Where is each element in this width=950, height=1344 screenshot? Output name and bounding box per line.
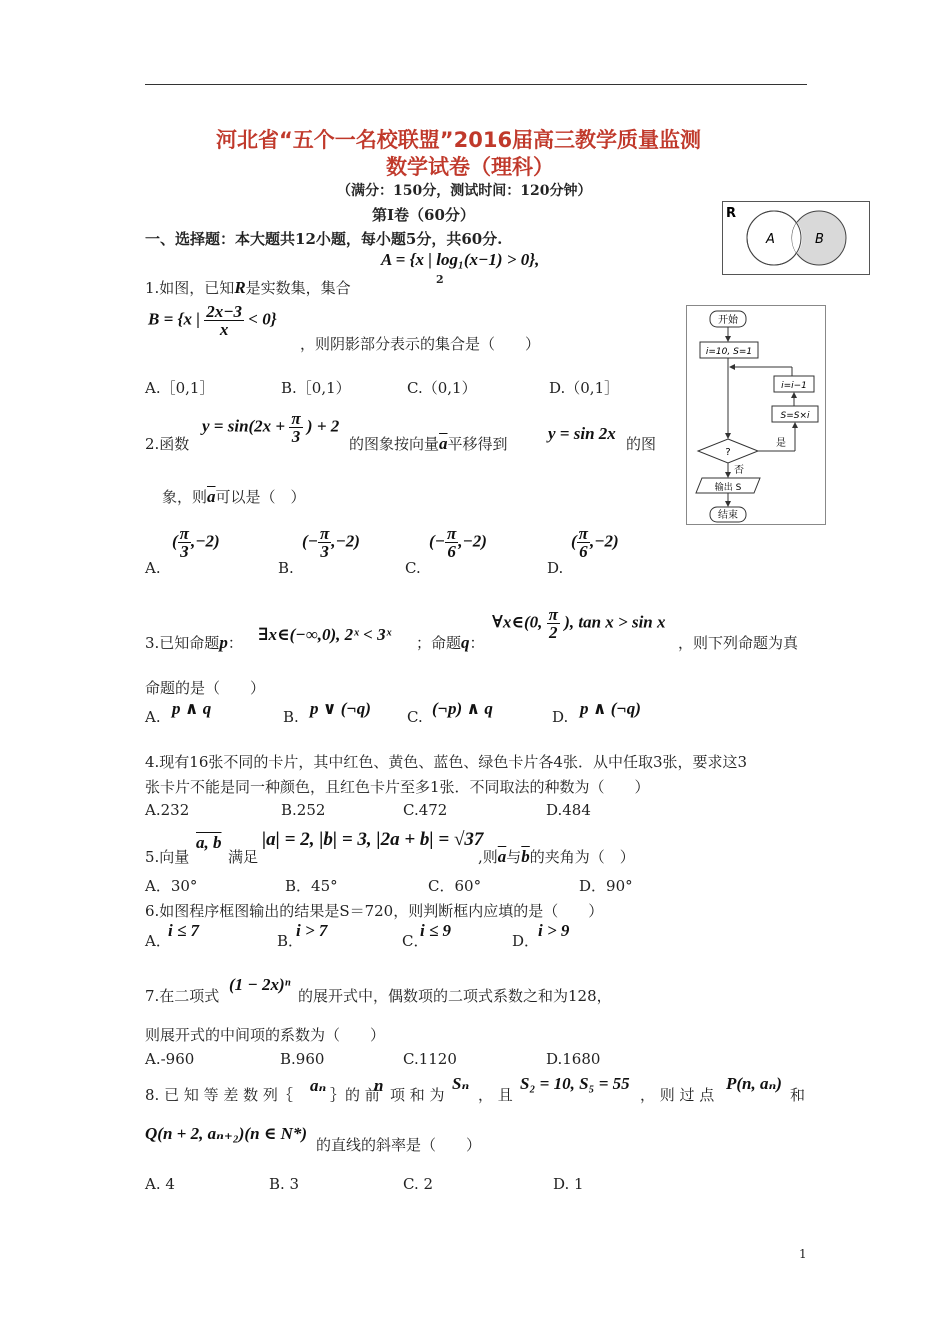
- q5-tail: ,则$\overline{a}$与$\overline{b}$的夹角为（ ）: [478, 847, 635, 866]
- decision-label: ?: [725, 447, 731, 458]
- q7-prefix: 7.在二项式: [145, 987, 220, 1005]
- q1-option-c: C.（0,1）: [407, 379, 477, 397]
- q5-option-b: B．45°: [285, 877, 338, 895]
- q4-option-c: C.472: [403, 801, 448, 819]
- volume-label: 第Ⅰ卷（60分）: [372, 206, 475, 224]
- q6-option-c-letter: C．: [402, 932, 429, 950]
- q7-option-c: C.1120: [403, 1050, 457, 1068]
- yes-label: 是: [776, 438, 786, 449]
- venn-diagram: [722, 201, 870, 275]
- q4-option-d: D.484: [546, 801, 591, 819]
- q3-option-b: p ∨ (¬q): [310, 699, 371, 718]
- q6-option-d-letter: D．: [512, 932, 540, 950]
- q5-option-d: D．90°: [579, 877, 633, 895]
- q8-and: 和: [790, 1086, 806, 1104]
- q3-option-a: p ∧ q: [172, 699, 212, 718]
- q7-formula: (1 − 2x)ⁿ: [229, 975, 291, 994]
- q6-option-d: i > 9: [538, 921, 570, 940]
- q6-option-c: i ≤ 9: [420, 921, 452, 940]
- q1-question: ，则阴影部分表示的集合是（ ）: [300, 335, 541, 353]
- q8-option-b: B. 3: [269, 1175, 300, 1193]
- page-number: 1: [799, 1247, 807, 1261]
- q8-mid2: 项 和 为: [390, 1086, 445, 1104]
- q8-option-d: D. 1: [553, 1175, 584, 1193]
- q2-function: y = sin(2x + $\frac{\pi}{3}$ ) + 2: [202, 409, 340, 446]
- q1-option-a: A.［0,1］: [145, 379, 215, 397]
- q3-option-a-letter: A.: [145, 708, 161, 726]
- no-label: 否: [734, 465, 744, 476]
- q3-option-d: p ∧ (¬q): [580, 699, 641, 718]
- q3-line2: 命题的是（ ）: [145, 679, 266, 697]
- top-rule: [145, 84, 807, 85]
- q8-option-c: C. 2: [403, 1175, 434, 1193]
- q3-option-c-letter: C.: [407, 708, 423, 726]
- q8-point-p: P(n, aₙ): [726, 1074, 782, 1093]
- q8-sn: Sₙ: [452, 1074, 470, 1093]
- q7-tail: 的展开式中，偶数项的二项式系数之和为128，: [298, 987, 612, 1005]
- universe-label: R: [726, 206, 737, 221]
- q8-prefix: 8. 已 知 等 差 数 列｛: [145, 1086, 293, 1104]
- q7-option-b: B.960: [280, 1050, 325, 1068]
- q4-option-a: A.232: [145, 801, 190, 819]
- set-b-label: B: [815, 232, 824, 247]
- q8-mid3: ， 且: [478, 1086, 513, 1104]
- q2-line2: 象，则$\overline{a}$可以是（ ）: [162, 487, 306, 506]
- q8-tail: 的直线的斜率是（ ）: [316, 1136, 482, 1154]
- q1-log-base: 2: [436, 273, 444, 286]
- q3-q-formula: ∀x∈(0, $\frac{\pi}{2}$ ), tan x > sin x: [492, 605, 666, 642]
- q8-point-q: Q(n + 2, aₙ₊₂)(n ∈ N*): [145, 1124, 308, 1143]
- start-label: 开始: [718, 315, 738, 326]
- q4-line1: 4.现有16张不同的卡片，其中红色、黄色、蓝色、绿色卡片各4张．从中任取3张，要求这3: [145, 753, 748, 771]
- q1-line1: 1.如图，已知R是实数集，集合: [145, 278, 351, 297]
- q6-option-a-letter: A．: [145, 932, 171, 950]
- output-label: 输出 S: [714, 483, 742, 493]
- page-subtitle: 数学试卷（理科）: [386, 155, 554, 179]
- q4-line2: 张卡片不能是同一种颜色，且红色卡片至多1张．不同取法的种数为（ ）: [145, 778, 650, 796]
- q3-p-formula: ∃x∈(−∞,0), 2ˣ < 3ˣ: [258, 625, 392, 644]
- q5-vectors: a, b: [196, 833, 222, 852]
- flowchart: [686, 305, 826, 525]
- q2-mid: 的图象按向量$\overline{a}$平移得到: [349, 434, 508, 453]
- init-label: i=10, S=1: [705, 347, 753, 357]
- q8-mid1: ｝的 前: [330, 1086, 380, 1104]
- q3-option-c: (¬p) ∧ q: [432, 699, 493, 718]
- q3-option-b-letter: B.: [283, 708, 299, 726]
- q7-option-d: D.1680: [546, 1050, 601, 1068]
- q5-condition: |a| = 2, |b| = 3, |2a + b| = √37: [262, 829, 484, 850]
- q8-an: aₙ: [310, 1076, 327, 1095]
- q4-option-b: B.252: [281, 801, 326, 819]
- q8-n: n: [374, 1076, 384, 1095]
- q8-option-a: A. 4: [145, 1175, 175, 1193]
- q6-option-a: i ≤ 7: [168, 921, 200, 940]
- decrement-label: i=i−1: [781, 381, 807, 391]
- q5-option-a: A．30°: [145, 877, 198, 895]
- q5-option-c: C．60°: [428, 877, 482, 895]
- q3-option-d-letter: D.: [552, 708, 569, 726]
- q2-prefix: 2.函数: [145, 435, 190, 453]
- q3-line1: 3.已知命题p：: [145, 633, 243, 652]
- q1-option-d: D.（0,1］: [549, 379, 620, 397]
- multiply-label: S=S×i: [780, 411, 810, 421]
- q7-option-a: A.-960: [145, 1050, 195, 1068]
- q6-option-b-letter: B．: [277, 932, 304, 950]
- q6-line1: 6.如图程序框图输出的结果是S＝720，则判断框内应填的是（ ）: [145, 902, 604, 920]
- q3-mid: ；命题q：: [416, 633, 485, 652]
- q3-tail: ，则下列命题为真: [678, 634, 799, 652]
- q5-prefix: 5.向量: [145, 848, 190, 866]
- q1-option-b: B.［0,1）: [281, 379, 351, 397]
- q5-mid: 满足: [228, 848, 259, 866]
- q1-set-b: B = {x | $\frac{2x-3}{x}$ < 0}: [148, 302, 277, 339]
- q6-option-b: i > 7: [296, 921, 328, 940]
- q8-condition: S₂ = 10, S₅ = 55: [520, 1074, 630, 1093]
- section-heading: 一、选择题：本大题共12小题，每小题5分，共60分.: [145, 230, 503, 248]
- q1-set-a: A = {x | log₁(x−1) > 0},: [381, 250, 540, 269]
- q8-mid4: ， 则 过 点: [640, 1086, 715, 1104]
- set-a-label: A: [766, 232, 775, 247]
- q2-target: y = sin 2x: [548, 424, 616, 443]
- page-title: 河北省“五个一名校联盟”2016届高三教学质量监测: [216, 128, 702, 152]
- exam-info: （满分：150分，测试时间：120分钟）: [337, 183, 592, 199]
- q7-line2: 则展开式的中间项的系数为（ ）: [145, 1026, 386, 1044]
- q2-tail: 的图: [626, 435, 657, 453]
- end-label: 结束: [718, 510, 738, 521]
